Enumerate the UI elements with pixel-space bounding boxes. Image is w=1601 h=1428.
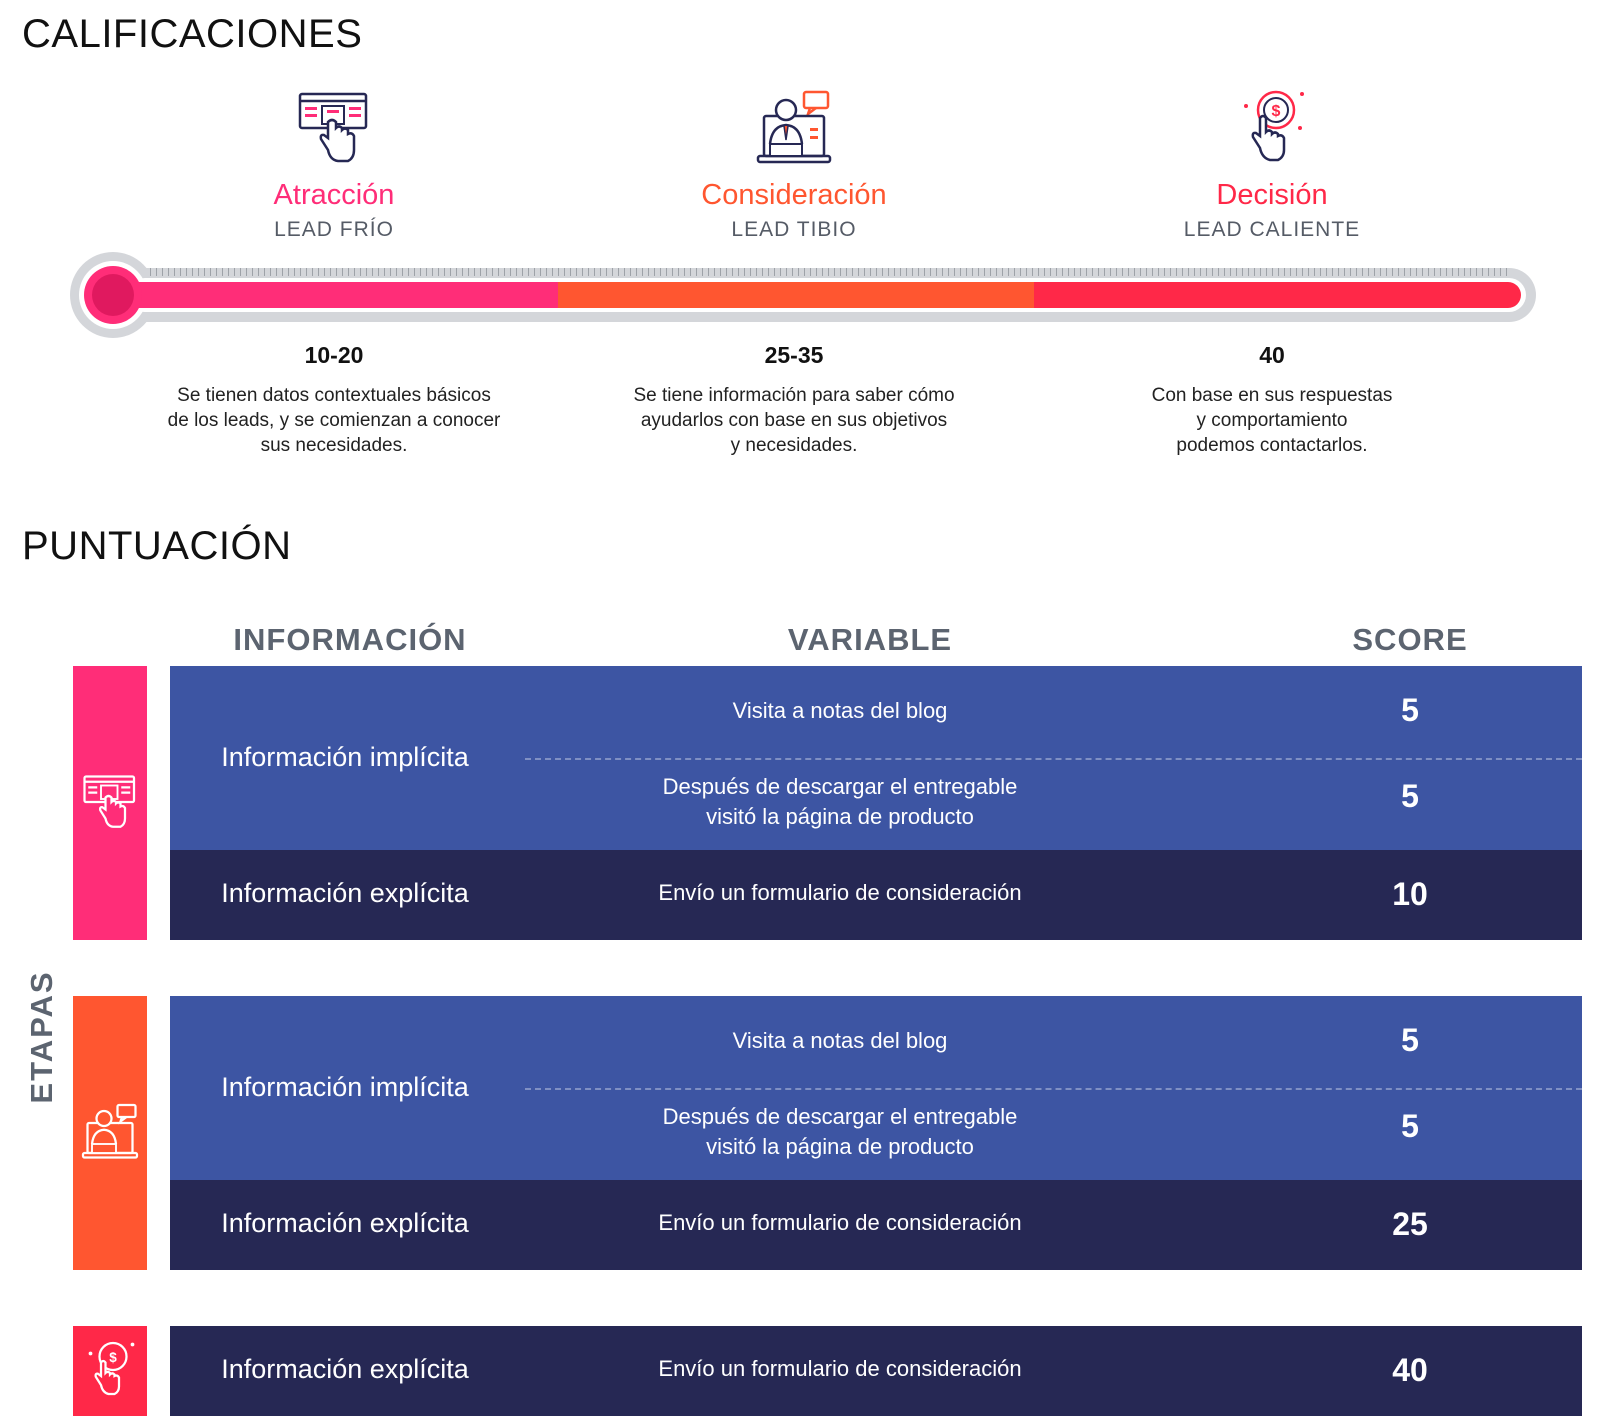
score-range: 10-20 [304, 342, 364, 368]
variable-cell: Después de descargar el entregable visitó la página de producto [662, 1104, 1018, 1159]
info-cell: Información implícita [221, 742, 469, 772]
column-header-informacion: INFORMACIÓN [233, 622, 467, 657]
stage-decision [1082, 88, 1462, 242]
stage-name: Decisión [1216, 179, 1328, 211]
svg-text:$: $ [1271, 103, 1281, 120]
money-click-icon [80, 1340, 140, 1400]
section-title-puntuacion: PUNTUACIÓN [22, 524, 292, 568]
web-click-icon [294, 88, 374, 168]
column-header-variable: VARIABLE [787, 622, 953, 657]
column-header-score: SCORE [1352, 622, 1468, 657]
score-range: 25-35 [764, 342, 824, 368]
info-cell: Información explícita [221, 1208, 469, 1238]
thermometer-fill-consideracion [558, 282, 1034, 308]
info-cell: Información explícita [221, 878, 469, 908]
stage-lead: LEAD FRÍO [274, 217, 394, 241]
variable-cell: Visita a notas del blog [732, 698, 948, 723]
score-cell: 10 [1392, 876, 1428, 912]
score-cell: 40 [1392, 1352, 1428, 1388]
score-cell: 25 [1392, 1206, 1428, 1242]
etapas-side-label: ETAPAS [24, 970, 59, 1104]
range-block-consideracion [594, 342, 994, 458]
variable-cell: Envío un formulario de consideración [658, 1356, 1022, 1381]
stage-description: Con base en sus respuestas y comportamiento podemos contactarlos. [1151, 385, 1393, 456]
range-block-decision [1072, 342, 1472, 458]
consultant-laptop-icon [80, 1102, 140, 1162]
score-cell: 5 [1401, 1022, 1419, 1058]
stage-description: Se tienen datos contextuales básicos de los leads, y se comienzan a conocer sus necesidades. [167, 385, 501, 456]
variable-cell: Visita a notas del blog [732, 1028, 948, 1053]
stage-lead: LEAD CALIENTE [1183, 217, 1361, 241]
score-cell: 5 [1401, 1108, 1419, 1144]
stage-atraccion [144, 88, 524, 242]
stage-lead: LEAD TIBIO [731, 217, 857, 241]
score-cell: 5 [1401, 778, 1419, 814]
stage-name: Consideración [701, 179, 887, 211]
stage-consideracion [604, 88, 984, 242]
info-cell: Información implícita [221, 1072, 469, 1102]
variable-cell: Envío un formulario de consideración [658, 1210, 1022, 1235]
consultant-laptop-icon [754, 88, 834, 168]
stage-description: Se tiene información para saber cómo ayudarlos con base en sus objetivos y necesidades. [633, 385, 955, 456]
variable-cell: Envío un formulario de consideración [658, 880, 1022, 905]
stage-name: Atracción [273, 179, 395, 211]
range-block-atraccion [134, 342, 534, 458]
variable-cell: Después de descargar el entregable visitó la página de producto [662, 774, 1018, 829]
section-title-calificaciones: CALIFICACIONES [22, 12, 363, 56]
info-cell: Información explícita [221, 1354, 469, 1384]
thermometer-fill-decision [1034, 282, 1521, 308]
money-click-icon [1232, 88, 1312, 168]
thermometer-fill-atraccion [120, 282, 558, 308]
thermometer-ticks [150, 268, 1510, 276]
svg-text:$: $ [109, 1349, 117, 1365]
score-cell: 5 [1401, 692, 1419, 728]
score-range: 40 [1259, 342, 1285, 368]
web-click-icon [80, 772, 140, 832]
